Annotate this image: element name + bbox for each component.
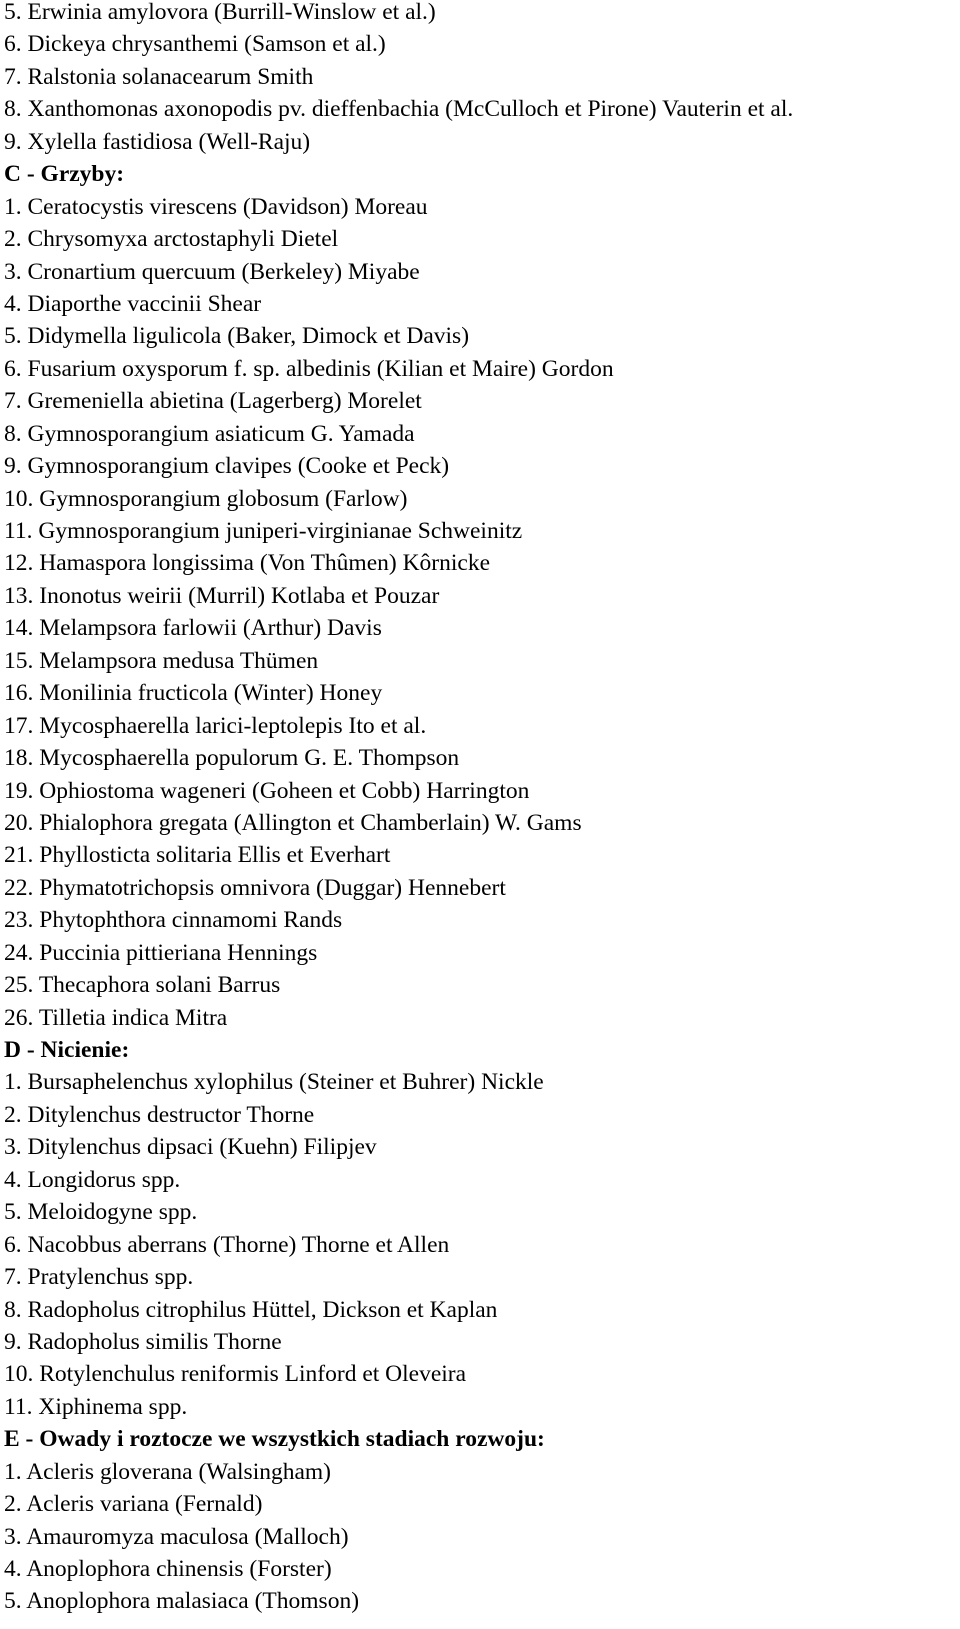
list-item: 6. Fusarium oxysporum f. sp. albedinis (Kilian et Maire) Gordon (4, 355, 614, 382)
list-item: 6. Nacobbus aberrans (Thorne) Thorne et Allen (4, 1231, 450, 1258)
list-item: 8. Radopholus citrophilus Hüttel, Dickson et Kaplan (4, 1296, 498, 1323)
list-item: 19. Ophiostoma wageneri (Goheen et Cobb) Harrington (4, 777, 530, 804)
section-heading: D - Nicienie: (4, 1037, 130, 1063)
list-item: 24. Puccinia pittieriana Hennings (4, 939, 318, 966)
list-item: 10. Rotylenchulus reniformis Linford et Oleveira (4, 1361, 467, 1388)
list-item: 9. Radopholus similis Thorne (4, 1328, 282, 1355)
list-item: 26. Tilletia indica Mitra (4, 1004, 228, 1031)
list-item: 5. Erwinia amylovora (Burrill-Winslow et al.) (4, 0, 436, 25)
list-item: 8. Xanthomonas axonopodis pv. dieffenbachia (McCulloch et Pirone) Vauterin et al. (4, 96, 794, 123)
list-item: 18. Mycosphaerella populorum G. E. Thompson (4, 745, 460, 772)
list-item: 2. Chrysomyxa arctostaphyli Dietel (4, 226, 339, 253)
list-item: 9. Xylella fastidiosa (Well-Raju) (4, 128, 311, 155)
list-item: 10. Gymnosporangium globosum (Farlow) (4, 485, 408, 512)
list-item: 8. Gymnosporangium asiaticum G. Yamada (4, 420, 415, 447)
list-item: 12. Hamaspora longissima (Von Thûmen) Kôrnicke (4, 550, 491, 577)
list-item: 4. Anoplophora chinensis (Forster) (4, 1556, 332, 1582)
list-item: 13. Inonotus weirii (Murril) Kotlaba et Pouzar (4, 582, 440, 609)
list-item: 7. Gremeniella abietina (Lagerberg) Morelet (4, 388, 422, 415)
list-item: 17. Mycosphaerella larici-leptolepis Ito et al. (4, 712, 427, 739)
section-heading: C - Grzyby: (4, 161, 125, 188)
list-item: 2. Ditylenchus destructor Thorne (4, 1101, 315, 1128)
list-item: 3. Amauromyza maculosa (Malloch) (4, 1523, 349, 1550)
list-item: 5. Meloidogyne spp. (4, 1199, 198, 1226)
list-item: 2. Acleris variana (Fernald) (4, 1491, 263, 1518)
list-item: 22. Phymatotrichopsis omnivora (Duggar) Hennebert (4, 874, 506, 901)
list-item: 7. Pratylenchus spp. (4, 1264, 194, 1291)
list-item: 16. Monilinia fructicola (Winter) Honey (4, 680, 383, 707)
list-item: 9. Gymnosporangium clavipes (Cooke et Peck) (4, 453, 450, 480)
list-item: 25. Thecaphora solani Barrus (4, 972, 281, 999)
list-item: 5. Didymella ligulicola (Baker, Dimock et Davis) (4, 323, 470, 350)
list-item: 7. Ralstonia solanacearum Smith (4, 63, 314, 90)
list-item: 4. Longidorus spp. (4, 1166, 181, 1193)
list-item: 15. Melampsora medusa Thümen (4, 647, 319, 674)
list-item: 14. Melampsora farlowii (Arthur) Davis (4, 615, 382, 642)
list-item: 11. Gymnosporangium juniperi-virginianae Schweinitz (4, 518, 523, 544)
list-item: 4. Diaporthe vaccinii Shear (4, 290, 262, 317)
list-item: 20. Phialophora gregata (Allington et Chamberlain) W. Gams (4, 809, 582, 836)
list-item: 11. Xiphinema spp. (4, 1393, 188, 1420)
list-item: 1. Bursaphelenchus xylophilus (Steiner et Buhrer) Nickle (4, 1069, 544, 1096)
list-item: 21. Phyllosticta solitaria Ellis et Everhart (4, 842, 391, 869)
list-item: 3. Ditylenchus dipsaci (Kuehn) Filipjev (4, 1134, 377, 1161)
list-item: 5. Anoplophora malasiaca (Thomson) (4, 1588, 360, 1615)
list-item: 3. Cronartium quercuum (Berkeley) Miyabe (4, 258, 420, 285)
list-item: 1. Acleris gloverana (Walsingham) (4, 1458, 332, 1485)
list-item: 23. Phytophthora cinnamomi Rands (4, 907, 343, 934)
list-item: 1. Ceratocystis virescens (Davidson) Moreau (4, 193, 428, 220)
list-item: 6. Dickeya chrysanthemi (Samson et al.) (4, 31, 386, 58)
section-heading: E - Owady i roztocze we wszystkich stadiach rozwoju: (4, 1426, 545, 1453)
